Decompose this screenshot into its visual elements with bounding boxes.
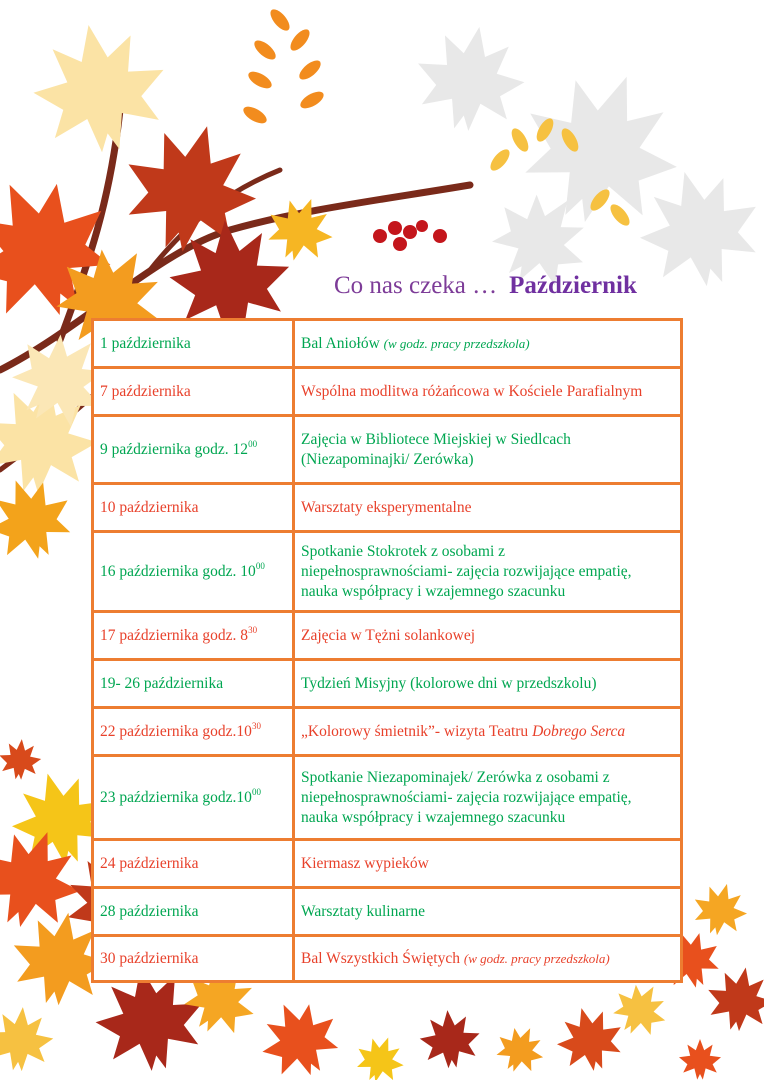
event-date: 10 października xyxy=(93,484,294,532)
table-row xyxy=(93,612,682,660)
event-description: Spotkanie Stokrotek z osobami z niepełnosprawnościami- zajęcia rozwijające empatię, nauka współpracy i wzajemnego szacunku xyxy=(294,532,682,612)
events-table xyxy=(91,318,683,983)
table-row xyxy=(93,416,682,484)
event-date: 9 października godz. $12^{00}$ xyxy=(93,416,294,484)
title-lead: Co nas czeka … xyxy=(334,272,498,299)
event-description: Spotkanie Niezapominajek/ Zerówka z osobami z niepełnosprawnościami- zajęcia rozwijające empatię, nauka współpracy i wzajemnego szacunku xyxy=(294,756,682,840)
event-description: Wspólna modlitwa różańcowa w Kościele Parafialnym xyxy=(294,368,682,416)
event-date: 1 października xyxy=(93,320,294,368)
grey-leaves xyxy=(408,17,764,304)
table-row xyxy=(93,660,682,708)
table-row xyxy=(93,936,682,982)
event-date: 7 października xyxy=(93,368,294,416)
table-row xyxy=(93,888,682,936)
event-description: Warsztaty kulinarne xyxy=(294,888,682,936)
event-date: 16 października godz. $10^{00}$ xyxy=(93,532,294,612)
event-description: Bal Aniołów (w godz. pracy przedszkola) xyxy=(294,320,682,368)
table-row xyxy=(93,532,682,612)
event-description: „Kolorowy śmietnik”- wizyta Teatru Dobrego Serca xyxy=(294,708,682,756)
table-row xyxy=(93,756,682,840)
event-date: 19- 26 października xyxy=(93,660,294,708)
event-date: 30 października xyxy=(93,936,294,982)
title-month: Październik xyxy=(509,272,637,299)
table-row xyxy=(93,484,682,532)
event-description: Bal Wszystkich Świętych (w godz. pracy przedszkola) xyxy=(294,936,682,982)
table-row xyxy=(93,840,682,888)
event-date: 22 października $godz.10^{30}$ xyxy=(93,708,294,756)
table-row xyxy=(93,320,682,368)
event-date: 23 października $godz.10^{00}$ xyxy=(93,756,294,840)
event-description: Tydzień Misyjny (kolorowe dni w przedszkolu) xyxy=(294,660,682,708)
page-title xyxy=(334,270,637,302)
event-description: Kiermasz wypieków xyxy=(294,840,682,888)
rowan-berries xyxy=(373,220,447,251)
event-description: Zajęcia w Tężni solankowej xyxy=(294,612,682,660)
table-row xyxy=(93,708,682,756)
table-row xyxy=(93,368,682,416)
event-description: Warsztaty eksperymentalne xyxy=(294,484,682,532)
event-date: 17 października godz. $8^{30}$ xyxy=(93,612,294,660)
event-description: Zajęcia w Bibliotece Miejskiej w Siedlcach (Niezapominajki/ Zerówka) xyxy=(294,416,682,484)
event-date: 24 października xyxy=(93,840,294,888)
event-date: 28 października xyxy=(93,888,294,936)
